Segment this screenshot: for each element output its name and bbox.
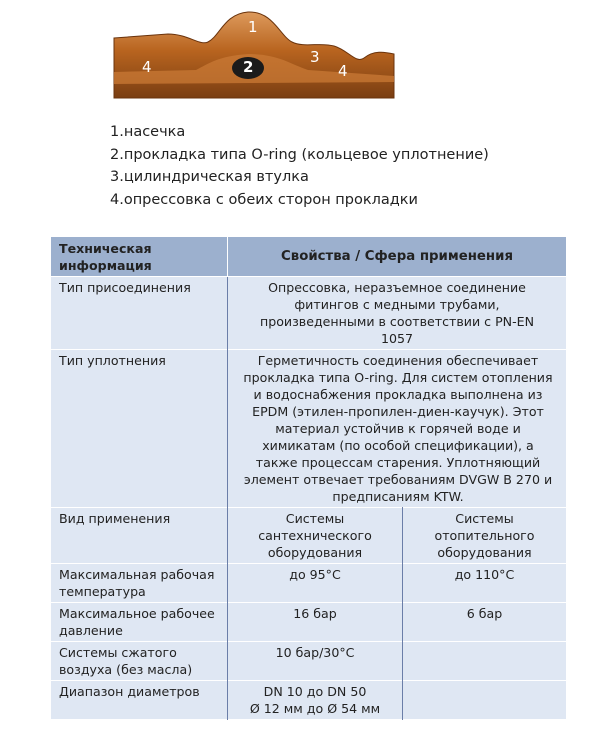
row-label-max-pressure: Максимальное рабочее давление [51,603,228,642]
row-label-compressed-air: Системы сжатого воздуха (без масла) [51,642,228,681]
legend-item: 2.прокладка типа O-ring (кольцевое уплотнение) [110,146,489,163]
row-label-connection: Тип присоединения [51,277,228,350]
row-value-max-pressure-heating: 6 бар [403,603,567,642]
legend-item: 4.опрессовка с обеих сторон прокладки [110,191,418,208]
figure-legend [110,121,489,211]
row-value-application-plumbing: Системы сантехнического оборудования [228,508,403,564]
row-value-application-heating: Системы отопительного оборудования [403,508,567,564]
row-empty-cell [403,681,567,720]
header-properties: Свойства / Сфера применения [228,237,567,277]
row-value-diameters [228,681,403,720]
table-row [51,350,566,508]
header-tech-info: Техническая информация [51,237,228,277]
row-label-application: Вид применения [51,508,228,564]
row-empty-cell [403,642,567,681]
table-row [51,277,566,350]
table-row [51,681,566,720]
marker-2: 2 [243,58,254,76]
table-header-row [51,237,566,277]
fitting-cross-section-figure [108,6,398,116]
spec-table [51,237,566,720]
diameters-line-dn: DN 10 до DN 50 [263,684,367,699]
legend-item: 1.насечка [110,124,186,140]
table-row [51,603,566,642]
row-value-max-temp-heating: до 110°С [403,564,567,603]
row-value-connection: Опрессовка, неразъемное соединение фитингов с медными трубами, произведенными в соответствии с PN-EN 1057 [228,277,567,350]
row-value-max-pressure-plumbing: 16 бар [228,603,403,642]
row-label-max-temp: Максимальная рабочая температура [51,564,228,603]
marker-3: 3 [310,48,320,66]
legend-item: 3.цилиндрическая втулка [110,169,309,185]
row-value-compressed-air: 10 бар/30°С [228,642,403,681]
marker-4-right: 4 [338,62,348,80]
row-label-diameters: Диапазон диаметров [51,681,228,720]
table-row [51,564,566,603]
diameters-line-mm: Ø 12 мм до Ø 54 мм [249,701,381,716]
row-value-max-temp-plumbing: до 95°С [228,564,403,603]
marker-4-left: 4 [142,58,152,76]
table-row [51,642,566,681]
marker-1: 1 [248,18,258,36]
row-label-seal: Тип уплотнения [51,350,228,508]
table-row [51,508,566,564]
row-value-seal: Герметичность соединения обеспечивает прокладка типа O-ring. Для систем отопления и водоснабжения прокладка выполнена из EPDM (этилен-пропилен-диен-каучук). Этот материал устойчив к горячей воде и химикатам (по особой спецификации), а также процессам старения. Уплотняющий элемент отвечает требованиям DVGW В 270 и предписаниям KTW. [228,350,567,508]
